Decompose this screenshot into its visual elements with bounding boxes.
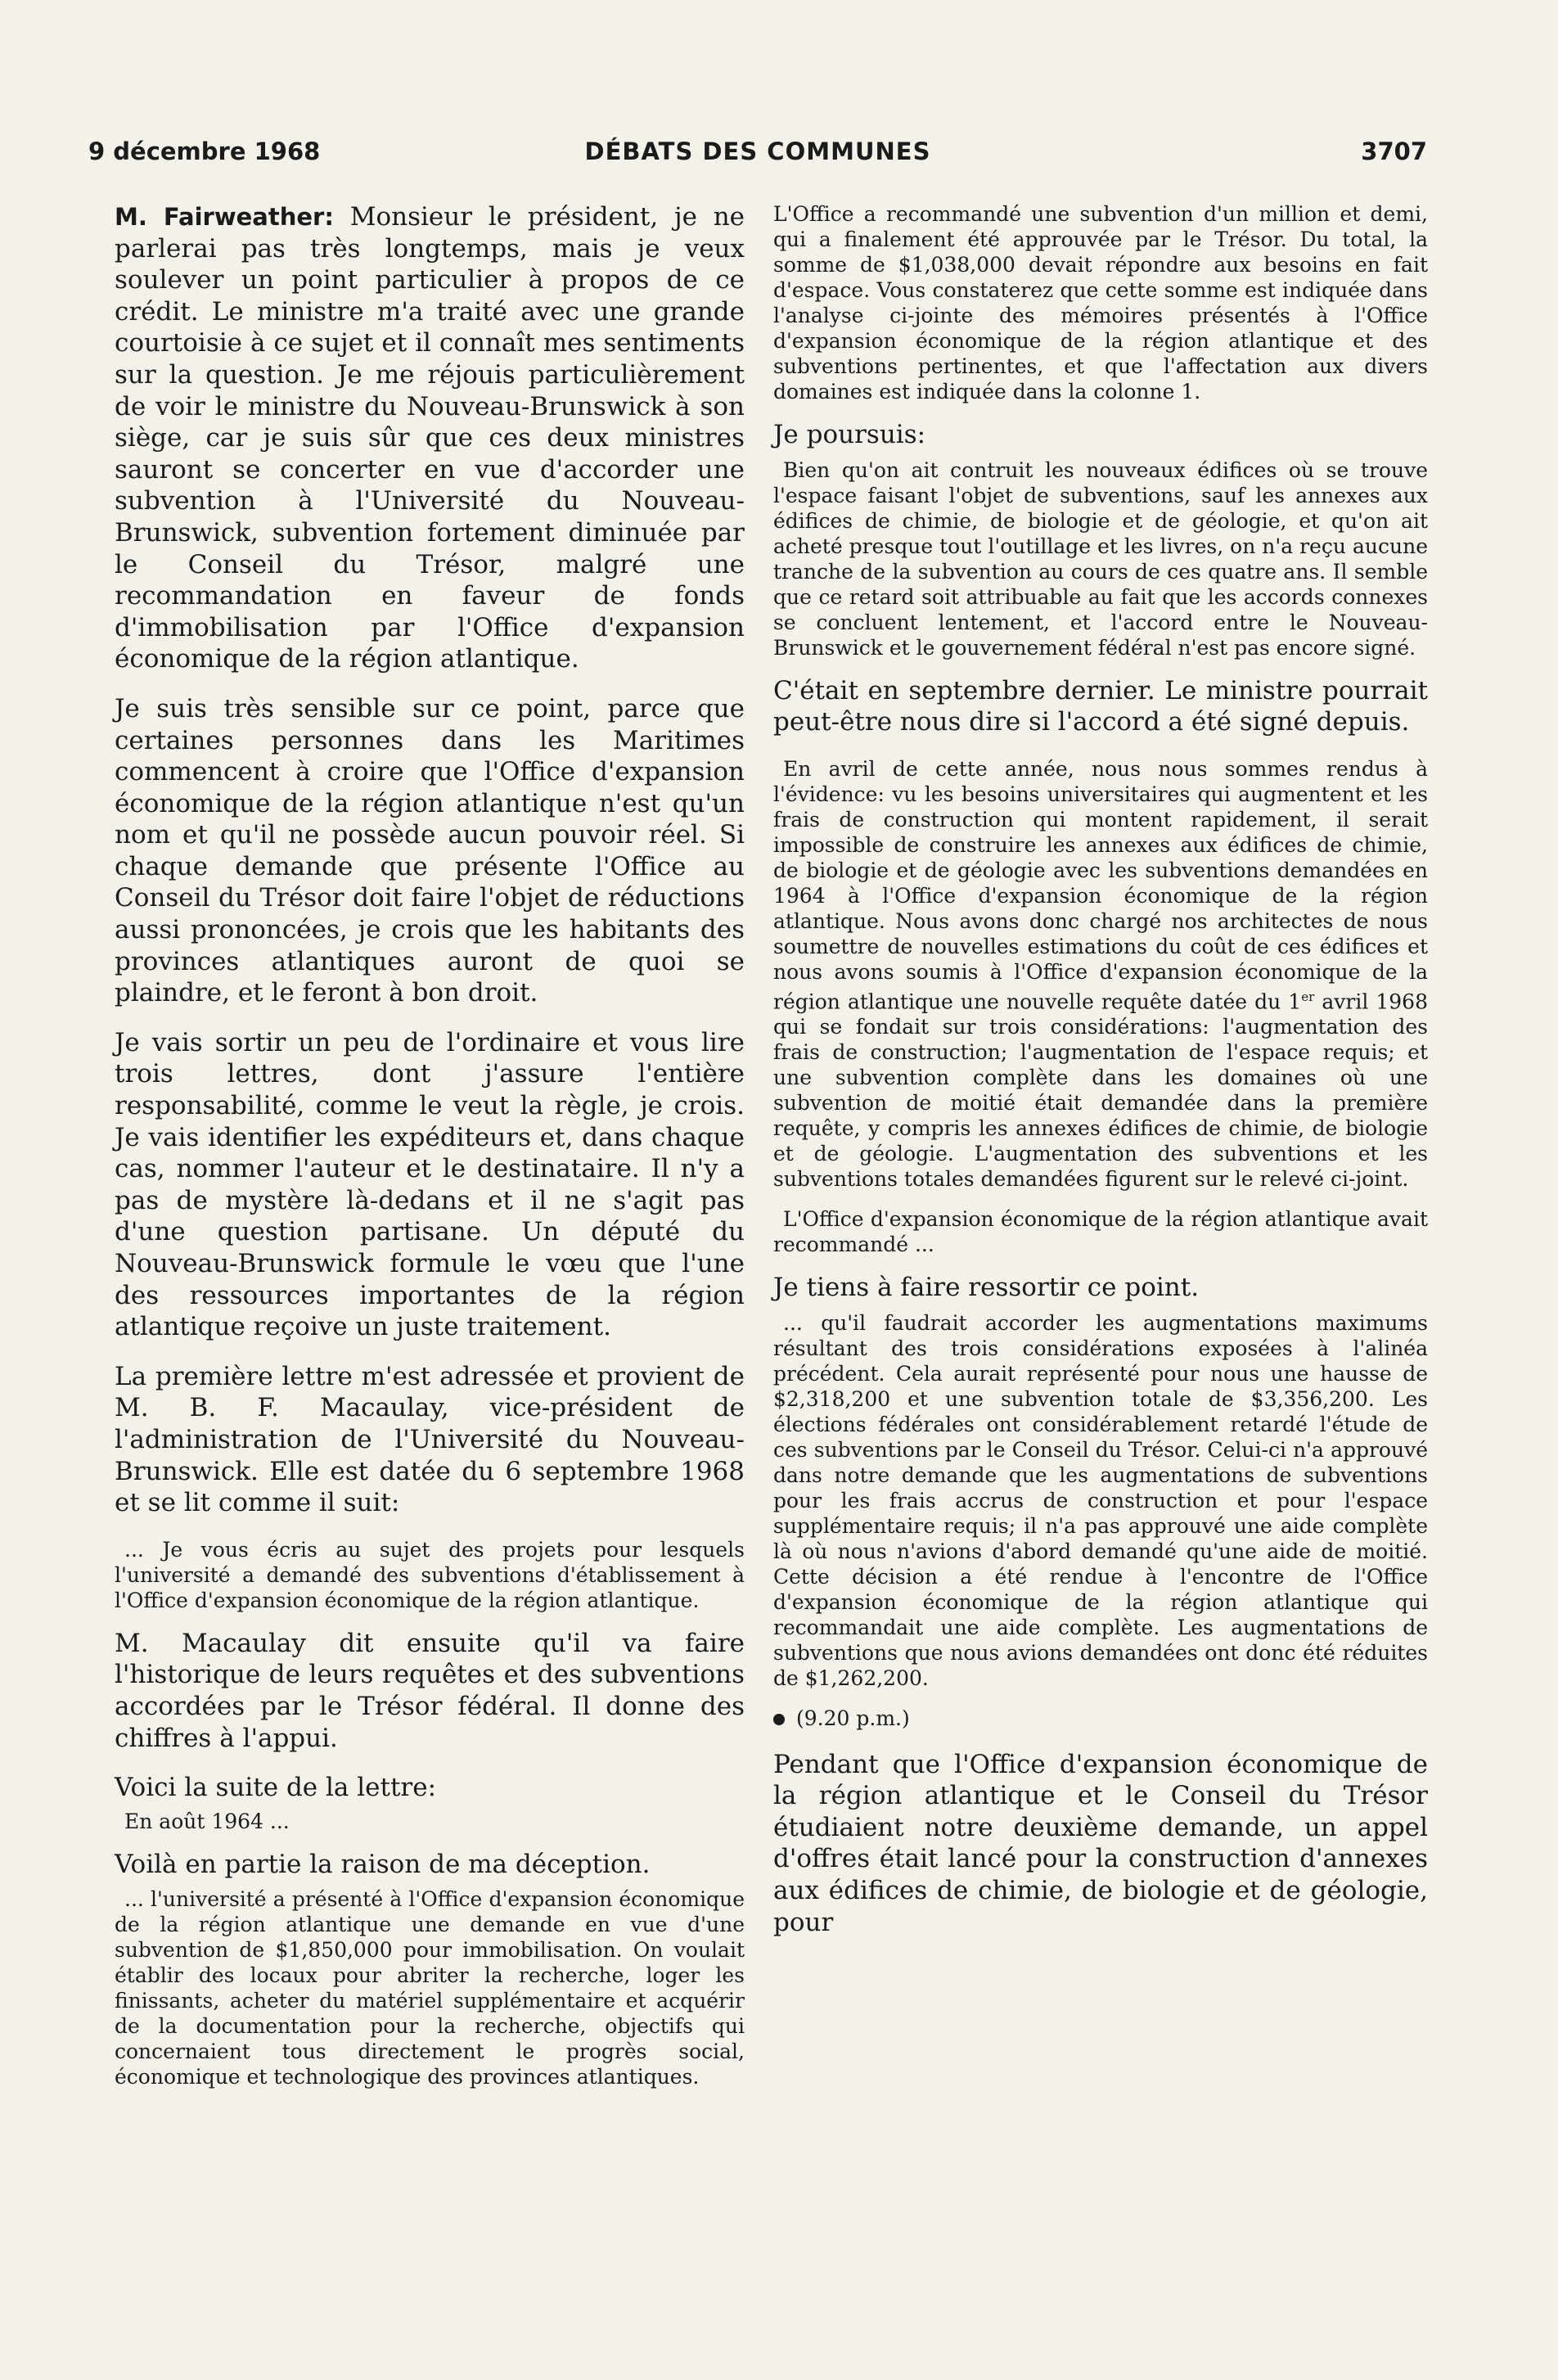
bullet-icon [773, 1714, 785, 1725]
quoted-letter: L'Office d'expansion économique de la région atlantique avait recommandé ... [773, 1207, 1428, 1257]
header-date: 9 décembre 1968 [88, 137, 321, 165]
paragraph: M. Macaulay dit ensuite qu'il va faire l'historique de leurs requêtes et des subventions accordées par le Trésor fédéral. Il donne des chiffres à l'appui. [115, 1628, 745, 1753]
paragraph: Voici la suite de la lettre: [115, 1773, 437, 1803]
superscript: er [1301, 989, 1315, 1004]
quoted-letter: L'Office a recommandé une subvention d'un million et demi, qui a finalement été approuvée par le Trésor. Du total, la somme de $1,038,000 devait répondre aux besoins en fait d'espace. Vous constaterez que cette somme est indiquée dans l'analyse ci-jointe des mémoires présentés à l'Office d'expansion économique de la région atlantique et des subventions pertinentes, et que l'affectation aux divers domaines est indiquée dans la colonne 1. [773, 202, 1428, 403]
paragraph: C'était en septembre dernier. Le ministre pourrait peut-être nous dire si l'accord a été signé depuis. [773, 675, 1428, 737]
quoted-letter [773, 756, 1428, 1192]
quoted-letter: ... qu'il faudrait accorder les augmentations maximums résultant des trois considérations exposées à l'alinéa précédent. Cela aurait représenté pour nous une hausse de $2,318,200 et une subvention totale de $3,356,200. Les élections fédérales ont considérablement retardé l'étude de ces subventions par le Conseil du Trésor. Celui-ci n'a approuvé dans notre demande que les augmentations de subventions pour les frais accrus de construction et pour l'espace supplémentaire requis; il n'a pas approuvé une aide complète là où nous n'avions d'abord demandé qu'une aide de moitié. Cette décision a été rendue à l'encontre de l'Office d'expansion économique de la région atlantique qui recommandait une aide complète. Les augmentations de subventions que nous avions demandées ont donc été réduites de $1,262,200. [773, 1310, 1428, 1690]
paragraph [115, 201, 745, 675]
paragraph: Je tiens à faire ressortir ce point. [773, 1273, 1200, 1303]
paragraph: Je poursuis: [773, 420, 926, 449]
paragraph-text: Monsieur le président, je ne parlerai pas très longtemps, mais je veux soulever un point particulier à propos de ce crédit. Le ministre m'a traité avec une grande courtoisie à ce sujet et il connaît mes sentiments sur la question. Je me réjouis particulièrement de voir le ministre du Nouveau-Brunswick à son siège, car je suis sûr que ces deux ministres sauront se concerter en vue d'accorder une subvention à l'Université du Nouveau-Brunswick, subvention fortement diminuée par le Conseil du Trésor, malgré une recommandation en faveur de fonds d'immobilisation par l'Office d'expansion économique de la région atlantique. [115, 202, 745, 674]
quoted-letter: Bien qu'on ait contruit les nouveaux édifices où se trouve l'espace faisant l'objet de subventions, sauf les annexes aux édifices de chimie, de biologie et de géologie, et qu'on ait acheté presque tout l'outillage et les livres, on n'a reçu aucune tranche de la subvention au cours de ces quatre ans. Il semble que ce retard soit attribuable au fait que les accords connexes se concluent lentement, et l'accord entre le Nouveau-Brunswick et le gouvernement fédéral n'est pas encore signé. [773, 458, 1428, 660]
right-column [773, 201, 1428, 1956]
paragraph: Je vais sortir un peu de l'ordinaire et vous lire trois lettres, dont j'assure l'entière responsabilité, comme le veut la règle, je crois. Je vais identifier les expéditeurs et, dans chaque cas, nommer l'auteur et le destinataire. Il n'y a pas de mystère là-dedans et il ne s'agit pas d'une question partisane. Un député du Nouveau-Brunswick formule le vœu que l'une des ressources importantes de la région atlantique reçoive un juste traitement. [115, 1027, 745, 1342]
quoted-letter: ... Je vous écris au sujet des projets pour lesquels l'université a demandé des subventions d'établissement à l'Office d'expansion économique de la région atlantique. [115, 1537, 745, 1612]
quoted-letter: En août 1964 ... [124, 1809, 290, 1833]
paragraph: La première lettre m'est adressée et provient de M. B. F. Macaulay, vice-président de l'administration de l'Université du Nouveau-Brunswick. Elle est datée du 6 septembre 1968 et se lit comme il suit: [115, 1361, 745, 1518]
quoted-letter: ... l'université a présenté à l'Office d'expansion économique de la région atlantique une demande en vue d'une subvention de $1,850,000 pour immobilisation. On voulait établir des locaux pour abriter la recherche, loger les finissants, acheter du matériel supplémentaire et acquérir de la documentation pour la recherche, objectifs qui concernaient tous directement le progrès social, économique et technologique des provinces atlantiques. [115, 1887, 745, 2089]
paragraph: Voilà en partie la raison de ma déception. [115, 1849, 651, 1879]
time-marker [773, 1706, 1428, 1731]
time-text: (9.20 p.m.) [796, 1706, 910, 1730]
quote-text: En avril de cette année, nous nous sommes rendus à l'évidence: vu les besoins universitaires qui augmentent et les frais de construction qui montent rapidement, il serait impossible de construire les annexes aux édifices de chimie, de biologie et de géologie avec les subventions demandées en 1964 à l'Office d'expansion économique de la région atlantique. Nous avons donc chargé nos architectes de nous soumettre de nouvelles estimations du coût de ces édifices et nous avons soumis à l'Office d'expansion économique de la région atlantique une nouvelle requête datée du 1 [773, 756, 1428, 1014]
speaker-name: M. Fairweather: [115, 203, 334, 231]
paragraph: Pendant que l'Office d'expansion économique de la région atlantique et le Conseil du Trésor étudiaient notre deuxième demande, un appel d'offres était lancé pour la construction d'annexes aux édifices de chimie, de biologie et de géologie, pour [773, 1749, 1428, 1937]
quote-text: avril 1968 qui se fondait sur trois considérations: l'augmentation des frais de construction; l'augmentation de l'espace requis; et une subvention complète dans les domaines où une subvention de moitié était demandée dans la première requête, y compris les annexes édifices de chimie, de biologie et de géologie. L'augmentation des subventions et les subventions totales demandées figurent sur le relevé ci-joint. [773, 989, 1428, 1192]
left-column [115, 201, 745, 2104]
header-title: DÉBATS DES COMMUNES [584, 137, 931, 165]
page-number: 3707 [1361, 137, 1427, 165]
paragraph: Je suis très sensible sur ce point, parce que certaines personnes dans les Maritimes commencent à croire que l'Office d'expansion économique de la région atlantique n'est qu'un nom et qu'il ne possède aucun pouvoir réel. Si chaque demande que présente l'Office au Conseil du Trésor doit faire l'objet de réductions aussi prononcées, je crois que les habitants des provinces atlantiques auront de quoi se plaindre, et le feront à bon droit. [115, 693, 745, 1008]
